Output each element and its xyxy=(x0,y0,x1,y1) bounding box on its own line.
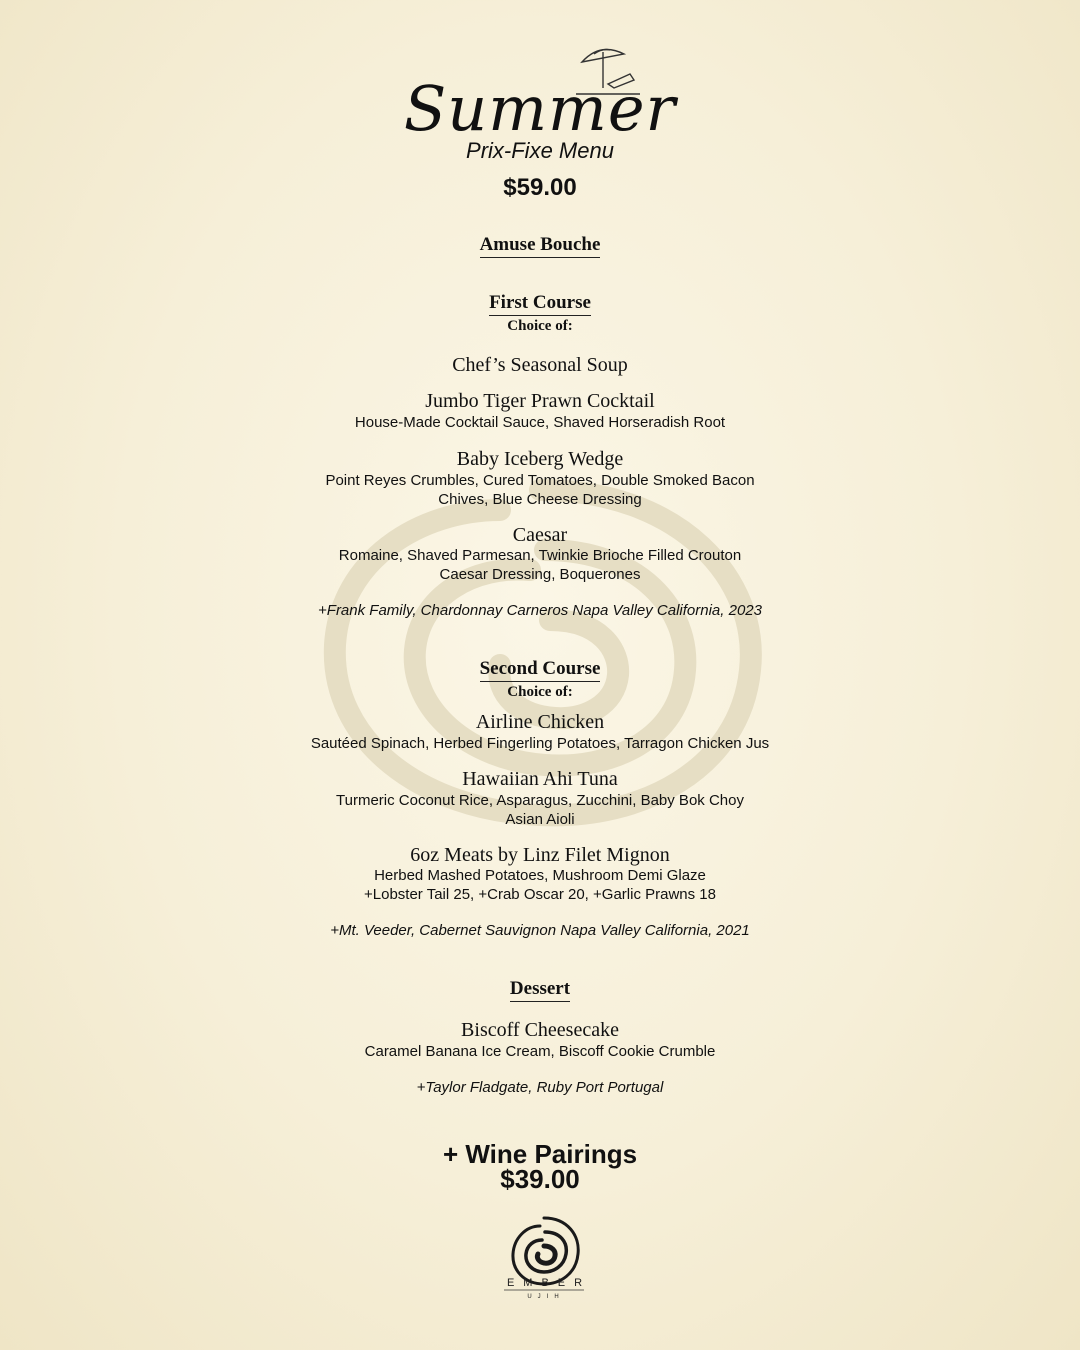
dish-description: +Lobster Tail 25, +Crab Oscar 20, +Garlic Prawns 18 xyxy=(364,886,716,903)
menu-title: Summer xyxy=(403,72,677,145)
dessert-heading: Dessert xyxy=(0,978,1080,1000)
swirl-logo-icon xyxy=(500,1212,588,1304)
wine-pairings-label: + Wine Pairings xyxy=(442,1139,638,1169)
logo-tagline: UJIH xyxy=(527,1294,565,1300)
wine-pairing-note: +Taylor Fladgate, Ruby Port Portugal xyxy=(416,1079,664,1096)
dish-name: Biscoff Cheesecake xyxy=(461,1019,619,1041)
logo-name: EMBER xyxy=(506,1277,592,1289)
menu-subtitle: Prix-Fixe Menu xyxy=(466,138,614,163)
dish-name: Caesar xyxy=(512,524,568,546)
dish-name: Baby Iceberg Wedge xyxy=(456,448,624,470)
wine-pairing-note: +Frank Family, Chardonnay Carneros Napa Valley California, 2023 xyxy=(318,602,762,619)
second-course-choice: Choice of: xyxy=(507,684,573,700)
dish-name: Hawaiian Ahi Tuna xyxy=(462,768,618,790)
dish-description: Chives, Blue Cheese Dressing xyxy=(438,491,642,508)
dish-description: House-Made Cocktail Sauce, Shaved Horseradish Root xyxy=(354,414,726,431)
amuse-heading: Amuse Bouche xyxy=(0,234,1080,256)
dish-name: Jumbo Tiger Prawn Cocktail xyxy=(425,390,655,412)
first-course-choice: Choice of: xyxy=(507,318,573,334)
dish-description: Caesar Dressing, Boquerones xyxy=(439,566,641,583)
dish-description: Turmeric Coconut Rice, Asparagus, Zucchini, Baby Bok Choy xyxy=(336,792,744,809)
dish-name: Airline Chicken xyxy=(475,711,605,733)
second-course-heading: Second Course xyxy=(0,658,1080,680)
dish-description: Asian Aioli xyxy=(505,811,575,828)
dish-name: 6oz Meats by Linz Filet Mignon xyxy=(410,844,670,866)
dish-description: Herbed Mashed Potatoes, Mushroom Demi Glaze xyxy=(374,867,706,884)
menu-price: $59.00 xyxy=(503,174,577,201)
first-course-heading: First Course xyxy=(0,292,1080,314)
dish-name: Chef’s Seasonal Soup xyxy=(452,354,628,376)
wine-pairing-note: +Mt. Veeder, Cabernet Sauvignon Napa Valley California, 2021 xyxy=(330,922,750,939)
wine-pairings-price: $39.00 xyxy=(500,1164,580,1194)
dish-description: Caramel Banana Ice Cream, Biscoff Cookie Crumble xyxy=(364,1043,716,1060)
dish-description: Romaine, Shaved Parmesan, Twinkie Brioche Filled Crouton xyxy=(338,547,742,564)
dish-description: Point Reyes Crumbles, Cured Tomatoes, Double Smoked Bacon xyxy=(325,472,755,489)
dish-description: Sautéed Spinach, Herbed Fingerling Potatoes, Tarragon Chicken Jus xyxy=(310,735,770,752)
